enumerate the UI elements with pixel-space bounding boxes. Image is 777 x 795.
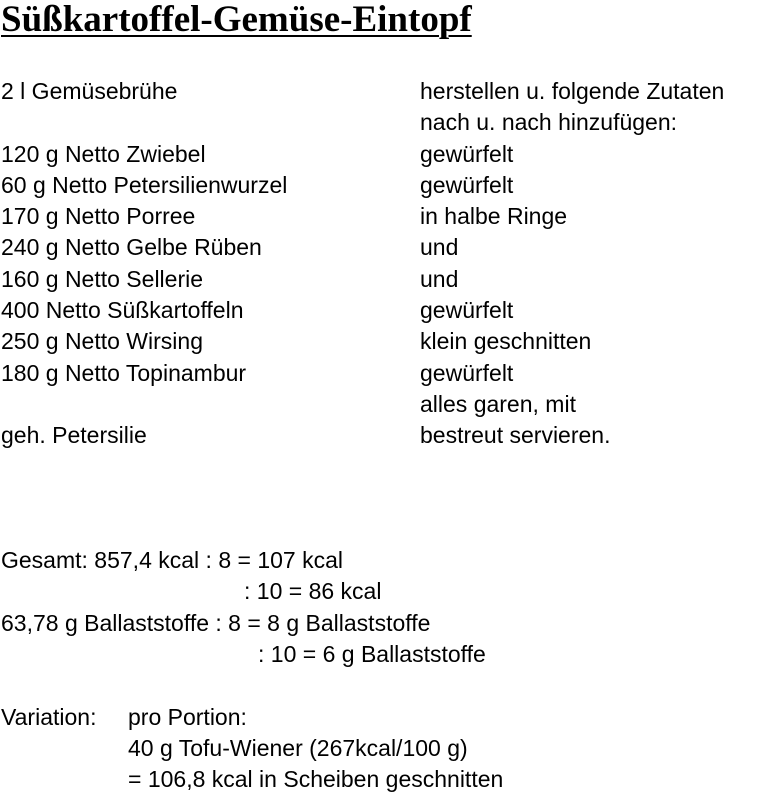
ingredient-item: 170 g Netto Porree xyxy=(1,203,196,229)
ingredient-instruction: gewürfelt xyxy=(420,141,514,167)
ingredient-instruction: bestreut servieren. xyxy=(420,422,611,448)
ingredient-instruction: gewürfelt xyxy=(420,360,514,386)
ingredient-item: 60 g Netto Petersilienwurzel xyxy=(1,172,288,198)
ingredient-instruction: nach u. nach hinzufügen: xyxy=(420,109,678,135)
ingredient-item: 120 g Netto Zwiebel xyxy=(1,141,206,167)
ingredient-instruction: herstellen u. folgende Zutaten xyxy=(420,78,725,104)
variation-line: = 106,8 kcal in Scheiben geschnitten xyxy=(128,766,504,792)
nutrition-total-kcal: Gesamt: 857,4 kcal : 8 = 107 kcal xyxy=(1,547,343,573)
ingredient-instruction: und xyxy=(420,266,459,292)
ingredient-item: 180 g Netto Topinambur xyxy=(1,360,247,386)
variation-label: Variation: xyxy=(1,704,97,730)
ingredient-item: 2 l Gemüsebrühe xyxy=(1,78,178,104)
variation-line: pro Portion: xyxy=(128,704,247,730)
ingredient-instruction: alles garen, mit xyxy=(420,391,576,417)
ingredient-item: 400 Netto Süßkartoffeln xyxy=(1,297,244,323)
ingredient-item: 250 g Netto Wirsing xyxy=(1,328,203,354)
ingredient-item: 240 g Netto Gelbe Rüben xyxy=(1,234,262,260)
ingredient-instruction: gewürfelt xyxy=(420,172,514,198)
ingredient-item: 160 g Netto Sellerie xyxy=(1,266,204,292)
page-title: Süßkartoffel-Gemüse-Eintopf xyxy=(1,0,472,40)
ingredient-instruction: und xyxy=(420,234,459,260)
ingredient-instruction: in halbe Ringe xyxy=(420,203,568,229)
variation-line: 40 g Tofu-Wiener (267kcal/100 g) xyxy=(128,735,468,761)
nutrition-fiber-per-10: : 10 = 6 g Ballaststoffe xyxy=(258,641,486,667)
nutrition-kcal-per-10: : 10 = 86 kcal xyxy=(244,578,382,604)
ingredient-item: geh. Petersilie xyxy=(1,422,147,448)
ingredient-instruction: gewürfelt xyxy=(420,297,514,323)
nutrition-total-fiber: 63,78 g Ballaststoffe : 8 = 8 g Ballaststoffe xyxy=(1,610,431,636)
ingredient-instruction: klein geschnitten xyxy=(420,328,592,354)
